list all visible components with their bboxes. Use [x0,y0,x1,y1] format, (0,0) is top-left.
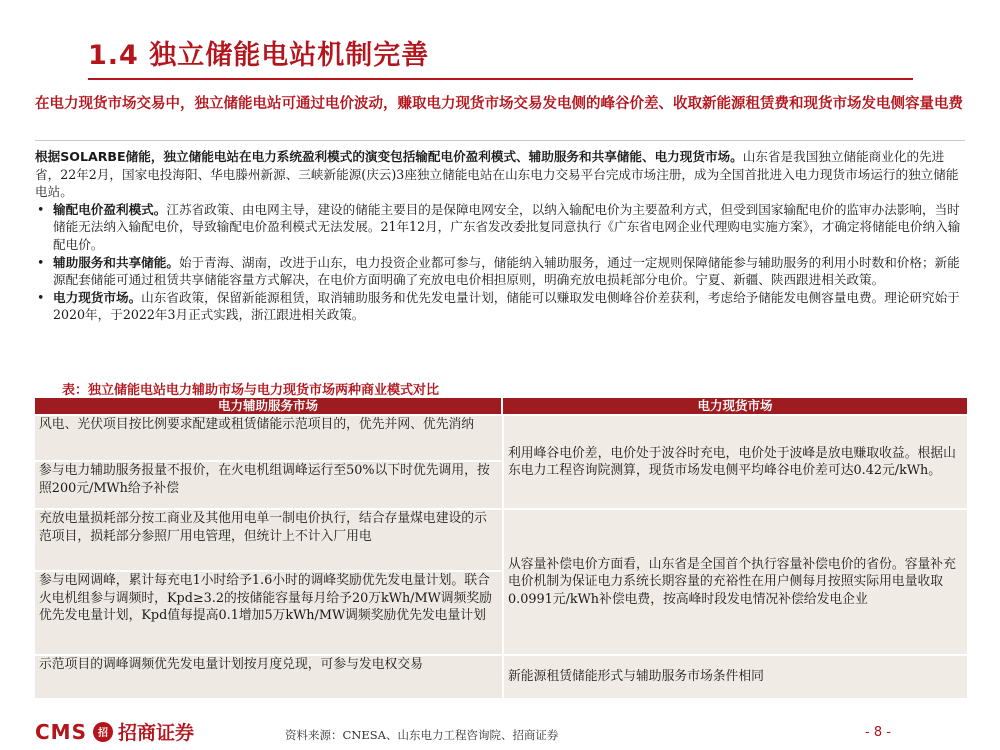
source-note: 资料来源：CNESA、山东电力工程咨询院、招商证券 [285,728,559,742]
bullet-dot-icon: • [37,201,45,217]
lead-divider [35,140,965,141]
logo-text-cn: 招商证券 [117,722,194,744]
bullet-dot-icon: • [37,254,45,270]
table-caption: 表：独立储能电站电力辅助市场与电力现货市场两种商业模式对比 [62,383,440,398]
intro-rest: 山东省是我国独立储能商业化的先进省，22年2月，国家电投海阳、华电滕州新源、三峡新能源(庆云)3座独立储能电站在山东电力交易平台完成市场注册，成为全国首批进入电力现货市场运行的独立储能电站。 [35,149,959,200]
body-text [35,148,965,324]
logo-text-en: CMS [35,719,87,744]
page-title: 1.4 独立储能电站机制完善 [88,40,430,71]
title-divider [88,78,913,80]
bullet-item [35,289,965,324]
table-header [35,398,967,414]
bullet-text: 江苏省政策、由电网主导，建设的储能主要目的是保障电网安全，以纳入输配电价为主要盈利方式，但受到国家输配电价的监审办法影响，当时储能无法纳入输配电价，导致输配电价盈利模式无法发展。21年12月，广东省发改委批复同意执行《广东省电网企业代理购电实施方案》，才确定将储能电价纳入输配电价。 [53,201,961,252]
table-cell: 风电、光伏项目按比例要求配建或租赁储能示范项目的，优先并网、优先消纳 [35,416,502,462]
bullet-text: 始于青海、湖南，改进于山东，电力投资企业都可参与，储能纳入辅助服务，通过一定规则保障储能参与辅助服务的利用小时数和价格；新能源配套储能可通过租赁共享储能容量方式解决，在电价方面明确了充放电电价相担原则，明确充放电损耗部分电价。宁夏、新疆、陕西跟进相关政策。 [53,254,960,288]
cell-text: 新能源租赁储能形式与辅助服务市场条件相同 [508,669,764,685]
header-spot-market: 电力现货市场 [501,398,967,414]
cell-text: 从容量补偿电价方面看，山东省是全国首个执行容量补偿电价的省份。容量补充电价机制为保证电力系统长期容量的充裕性在用户侧每月按照实际用电量收取0.0991元/kWh补偿电费，按高峰时段发电情况补偿给发电企业 [508,556,956,607]
cell-text: 利用峰谷电价差，电价处于波谷时充电，电价处于波峰是放电赚取收益。根据山东电力工程咨询院测算，现货市场发电侧平均峰谷电价差可达0.42元/kWh。 [508,445,956,478]
page-number: - 8 - [865,725,891,740]
bullet-text: 山东省政策，保留新能源租赁，取消辅助服务和优先发电量计划，储能可以赚取发电侧峰谷价差获利，考虑给予储能发电侧容量电费。理论研究始于2020年，于2022年3月正式实践，浙江跟进相关政策。 [53,289,960,323]
company-logo [35,718,194,745]
bullet-dot-icon: • [37,289,45,305]
bullet-head: 输配电价盈利模式。 [53,201,167,217]
lead-statement: 在电力现货市场交易中，独立储能电站可通过电价波动，赚取电力现货市场交易发电侧的峰谷价差、收取新能源租赁费和现货市场发电侧容量电费 [35,96,963,112]
logo-badge-icon: 招 [93,722,113,742]
bullet-item [35,254,965,289]
column-divider [502,416,504,700]
header-ancillary-market: 电力辅助服务市场 [217,398,318,413]
bullet-head: 电力现货市场。 [53,289,142,305]
intro-bold: 根据SOLARBE储能，独立储能电站在电力系统盈利模式的演变包括输配电价盈利模式、辅助服务和共享储能、电力现货市场。 [35,149,743,164]
table-cell [504,656,967,700]
table-cell: 充放电量损耗部分按工商业及其他用电单一制电价执行，结合存量煤电建设的示范项目，损耗部分参照厂用电管理，但统计上不计入厂用电 [35,510,502,572]
table-cell [504,510,967,656]
bullet-item [35,201,965,254]
comparison-table [35,398,967,414]
intro-paragraph [35,148,965,201]
table-cell: 示范项目的调峰调频优先发电量计划按月度兑现，可参与发电权交易 [35,656,502,700]
table-cell: 参与电网调峰，累计每充电1小时给予1.6小时的调峰奖励优先发电量计划。联合火电机组参与调频时，Kpd≥3.2的按储能容量每月给予20万kWh/MW调频奖励优先发电量计划，Kpd值每提高0.1增加5万kWh/MW调频奖励优先发电量计划 [35,572,502,656]
table-cell [504,416,967,510]
bullet-head: 辅助服务和共享储能。 [53,254,179,270]
table-cell: 参与电力辅助服务报量不报价，在火电机组调峰运行至50%以下时优先调用，按照200元/MWh给予补偿 [35,462,502,510]
